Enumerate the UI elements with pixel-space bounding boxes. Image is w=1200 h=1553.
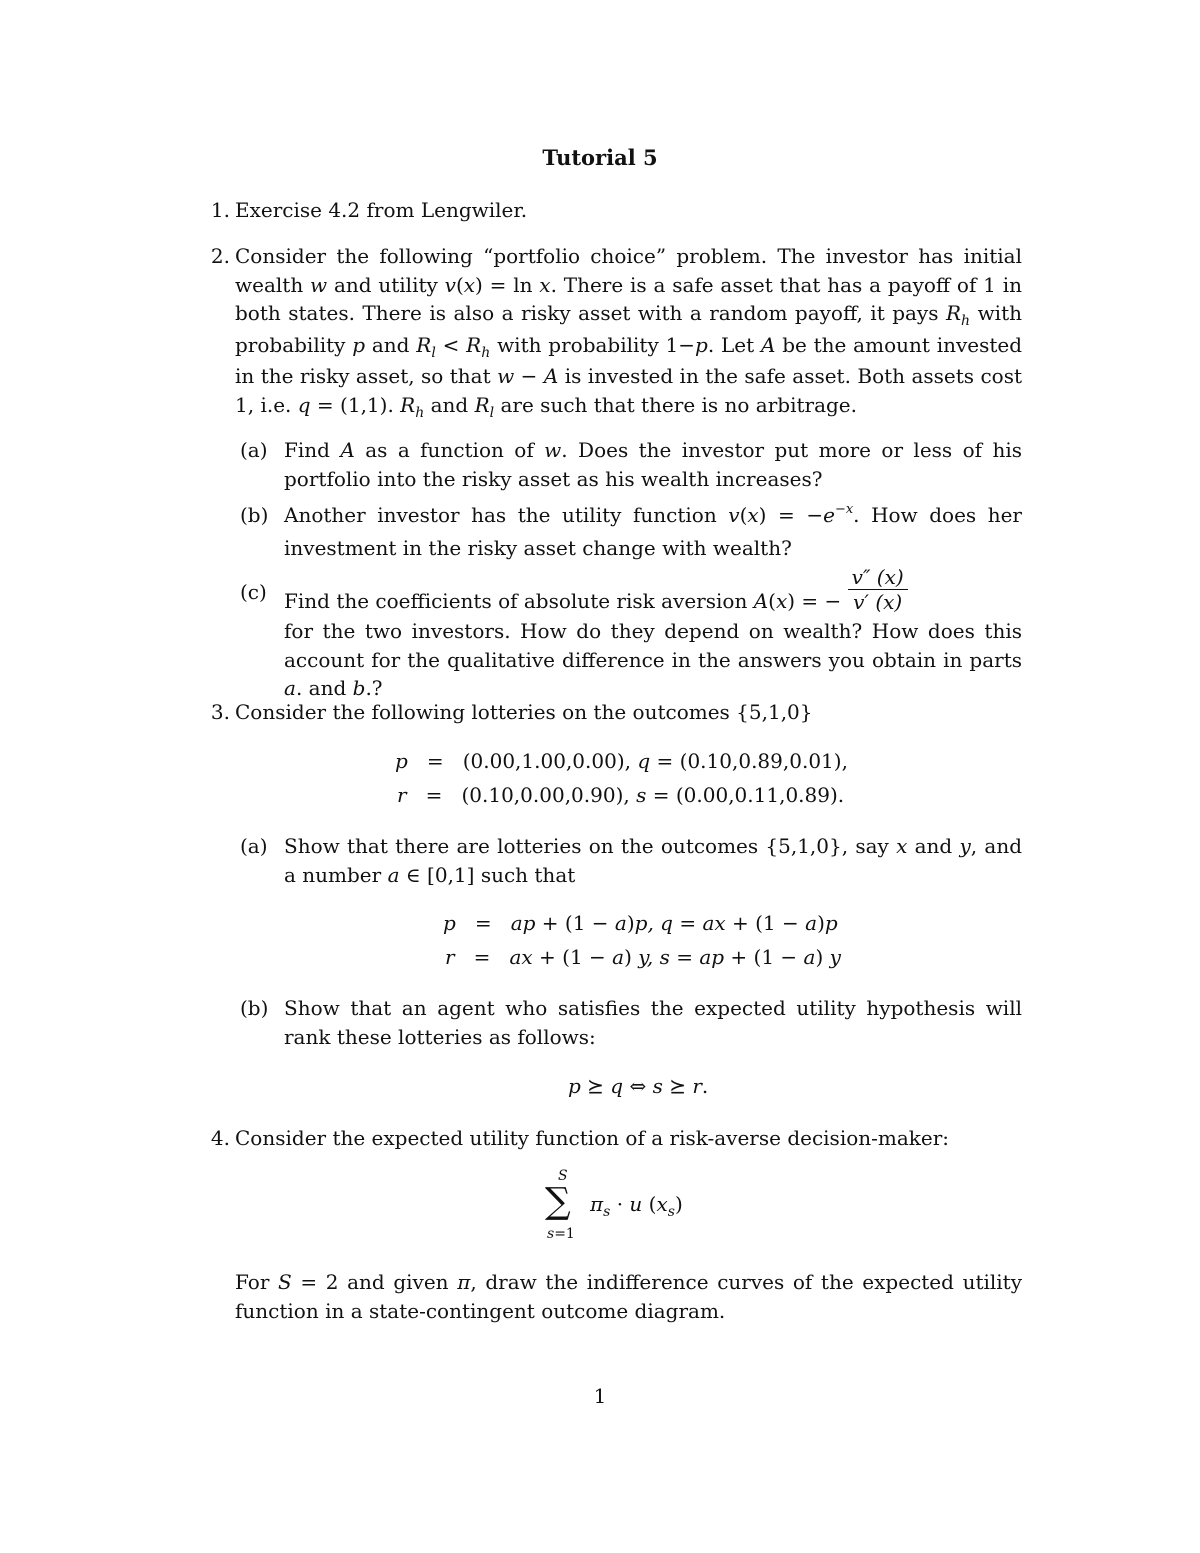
sub-item-label: (b) <box>240 996 269 1020</box>
sub-item-2b <box>240 501 1022 562</box>
sub-item-text: Show that an agent who satisfies the expected utility hypothesis will rank these lotteries as follows: <box>284 996 1022 1049</box>
sub-item-label: (b) <box>240 503 269 527</box>
equation-mixture-2: r = ax + (1 − a) y, s = ap + (1 − a) y <box>445 945 841 969</box>
equation-expected-utility: S ∑ s=1 $\pi_s \cdot u$ $(x_s)$ <box>545 1168 683 1242</box>
sub-item-2a <box>240 436 1022 493</box>
risk-aversion-fraction: $\frac{v'' (x)}{v' (x)}$ <box>848 565 908 614</box>
equation-lotteries-2: r = (0.10,0.00,0.90), s = (0.00,0.11,0.89). <box>397 783 845 807</box>
item-number: 1. <box>210 198 230 222</box>
item-text: For S = 2 and given π, draw the indifference curves of the expected utility function in a state-contingent outcome diagram. <box>235 1270 1023 1323</box>
list-item-3 <box>200 698 1022 727</box>
page-number: 1 <box>593 1384 607 1408</box>
sub-item-text: Show that there are lotteries on the outcomes {5,1,0}, say x and y, and a number a ∈ [0,1] such that <box>284 834 1023 887</box>
sub-item-3b <box>240 994 1022 1051</box>
list-item-2 <box>200 242 1022 422</box>
sub-item-3a <box>240 832 1022 889</box>
equation-lotteries-1: p = (0.00,1.00,0.00), q = (0.10,0.89,0.01), <box>395 749 848 773</box>
item-number: 3. <box>210 700 230 724</box>
sub-item-text: Find A as a function of w. Does the investor put more or less of his portfolio into the risky asset as his wealth increases? <box>284 438 1022 491</box>
item-text: Consider the following “portfolio choice” problem. The investor has initial wealth w and utility v(x) = ln x. There is a safe asset that has a payoff of 1 in both states. There is also a risky asset with a random payoff, it pays $R_h$ with probability p and $R_l < R_h$ with probability 1−p. Let A be the amount invested in the risky asset, so that w − A is invested in the safe asset. Both assets cost 1, i.e. q = (1,1). $R_h$ and $R_l$ are such that there is no arbitrage. <box>235 244 1023 421</box>
item-number: 2. <box>210 244 230 268</box>
item-text: Consider the following lotteries on the outcomes {5,1,0} <box>235 700 813 724</box>
sub-item-2c <box>240 565 1022 703</box>
paragraph-item-4-instruction <box>200 1268 1022 1325</box>
sub-item-label: (c) <box>240 580 267 604</box>
item-text: Consider the expected utility function of a risk-averse decision-maker: <box>235 1126 950 1150</box>
sub-item-label: (a) <box>240 834 268 858</box>
equation-mixture-1: p = ap + (1 − a)p, q = ax + (1 − a)p <box>443 911 838 935</box>
item-text: Exercise 4.2 from Lengwiler. <box>235 198 528 222</box>
page-title: Tutorial 5 <box>542 145 658 170</box>
list-item-1 <box>200 196 1022 225</box>
list-item-4 <box>200 1124 1022 1153</box>
sub-item-label: (a) <box>240 438 268 462</box>
sub-item-text: Another investor has the utility function $v(x) = -e^{-x}$. How does her investment in the risky asset change with wealth? <box>284 502 1022 560</box>
item-number: 4. <box>210 1126 230 1150</box>
sub-item-text: Find the coefficients of absolute risk aversion A(x) = − $\frac{v'' (x)}{v' (x)}$ for the two investors. How do they depend on wealth? How does this account for the qualitative difference in the answers you obtain in parts a. and b.? <box>284 565 1022 700</box>
equation-ranking: p ⪰ q ⇔ s ⪰ r. <box>568 1074 709 1098</box>
